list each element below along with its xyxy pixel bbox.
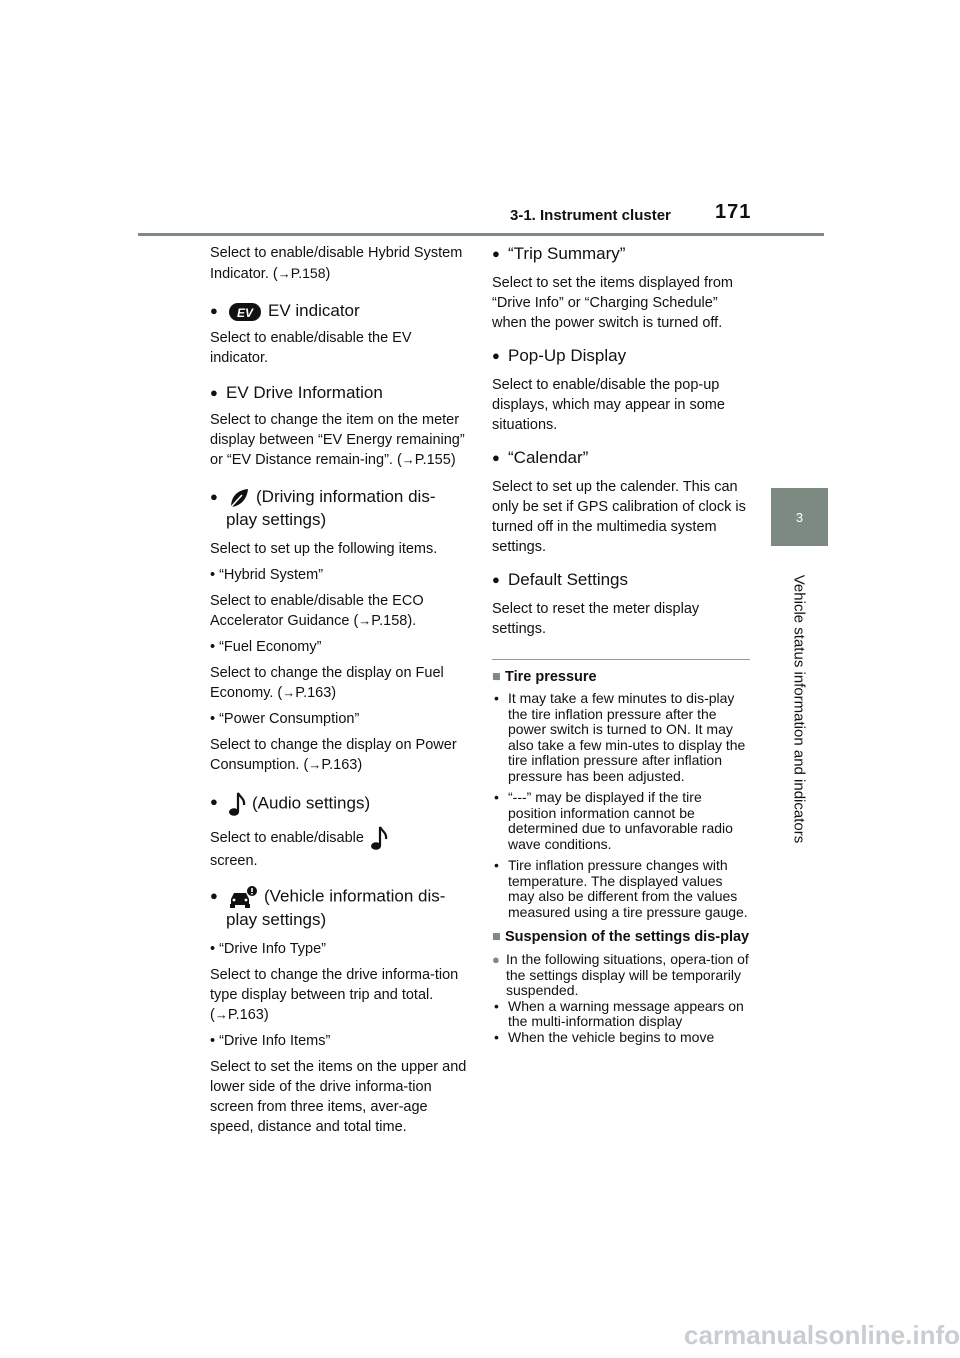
calendar-desc: Select to set up the calender. This can only be set if GPS calibration of clock is turned off in the multimedia system settings. [492, 479, 746, 555]
leaf-icon [228, 487, 250, 509]
tire-note-3-text: Tire inflation pressure changes with temperature. The displayed values may also be different from the values measured using a tire pressure gauge. [508, 857, 748, 920]
driving-item-1-desc: Select to enable/disable the ECO Accelerator Guidance (→P.158). [210, 592, 424, 629]
watermark-text: carmanualsonline.info [684, 1320, 960, 1350]
bullet-icon: • [494, 690, 499, 706]
vehicle-item-1: • “Drive Info Type” [210, 940, 327, 957]
audio-title: (Audio settings) [252, 793, 371, 812]
intro-paragraph: Select to enable/disable Hybrid System Indicator. (→P.158) [210, 245, 463, 282]
popup-title: Pop-Up Display [508, 346, 627, 365]
chapter-label [788, 556, 810, 861]
ev-drive-heading [210, 382, 470, 404]
driving-title-1: (Driving information dis- [256, 487, 436, 506]
bullet-icon: ● [492, 572, 500, 587]
default-settings-desc: Select to reset the meter display settings. [492, 601, 700, 637]
chapter-number: 3 [795, 509, 804, 525]
chapter-tab [771, 488, 828, 546]
chapter-label-text: Vehicle status information and indicators [790, 574, 808, 843]
suspension-note-text: In the following situations, opera-tion of the settings display will be temporarily suspended. [506, 951, 749, 998]
driving-item-2: • “Fuel Economy” [210, 638, 322, 655]
page-ref: P.163 [321, 756, 358, 773]
ev-indicator-desc: Select to enable/disable the EV indicator. [210, 330, 412, 366]
tire-pressure-title: Tire pressure [505, 669, 597, 685]
tire-note-1-text: It may take a few minutes to dis-play the tire inflation pressure after the power switch is turned to ON. It may also take a few min-utes to display the tire inflation pressure after inflation pressure has been adjusted. [508, 690, 746, 784]
square-bullet-icon: ■ [492, 669, 501, 685]
tire-note-1 [492, 691, 750, 784]
music-note-icon [228, 791, 246, 817]
bullet-icon: ● [210, 887, 218, 903]
calendar-title: “Calendar” [508, 448, 589, 467]
default-settings-title: Default Settings [508, 570, 629, 589]
vehicle-title-2: play settings) [226, 909, 327, 929]
ev-badge-icon [228, 302, 262, 322]
page-ref: P.158 [290, 265, 326, 281]
audio-desc-text-2: screen. [210, 852, 258, 869]
section-title: 3-1. Instrument cluster [510, 207, 671, 224]
arrow-icon: → [308, 756, 322, 772]
page-ref: P.158 [371, 612, 408, 629]
arrow-icon: → [214, 1006, 228, 1022]
notes-divider [492, 659, 750, 660]
driving-title-2: play settings) [226, 509, 327, 529]
suspension-case-2-text: When the vehicle begins to move [508, 1028, 715, 1045]
popup-desc: Select to enable/disable the pop-up displays, which may appear in some situations. [492, 377, 725, 433]
vehicle-item-1-desc: Select to change the drive informa-tion type display between trip and total. (→P.163) [210, 966, 459, 1023]
page-ref: P.155 [414, 452, 451, 468]
suspension-heading [492, 928, 750, 946]
driving-item-3-desc: Select to change the display on Power Consumption. (→P.163) [210, 736, 457, 773]
music-note-icon [370, 825, 388, 851]
bullet-icon: ● [492, 348, 500, 363]
suspension-case-1-text: When a warning message appears on the multi-information display [508, 997, 744, 1029]
trip-summary-title: “Trip Summary” [508, 244, 626, 263]
left-column [210, 243, 470, 1137]
page-number: 171 [715, 201, 752, 223]
bullet-icon: ● [210, 793, 218, 809]
calendar-heading [492, 447, 750, 469]
ev-drive-desc-text: Select to change the item on the meter display between “EV Energy remaining” or “EV Distance remain-ing”. [210, 412, 465, 468]
ev-indicator-title: EV indicator [268, 301, 360, 320]
vehicle-item-2: • “Drive Info Items” [210, 1032, 331, 1049]
driving-item-2-text: Select to change the display on Fuel Economy. [210, 664, 444, 701]
intro-text: Select to enable/disable Hybrid System Indicator. [210, 245, 463, 282]
tire-pressure-heading [492, 668, 750, 686]
driving-item-2-desc: Select to change the display on Fuel Economy. (→P.163) [210, 664, 444, 701]
driving-item-3-text: Select to change the display on Power Consumption. [210, 736, 457, 773]
driving-item-1-text: Select to enable/disable the ECO Accelerator Guidance [210, 592, 424, 629]
vehicle-item-1-text: Select to change the drive informa-tion type display between trip and total. [210, 966, 459, 1003]
vehicle-item-2-desc: Select to set the items on the upper and lower side of the drive informa-tion screen from three items, aver-age speed, distance and total time. [210, 1058, 467, 1135]
arrow-icon: → [401, 452, 415, 467]
suspension-note [492, 952, 750, 999]
circle-bullet-icon: ● [492, 952, 500, 967]
tire-note-2 [492, 790, 750, 852]
vehicle-title-1: (Vehicle information dis- [264, 886, 446, 905]
tire-note-3 [492, 858, 750, 920]
ev-drive-desc: Select to change the item on the meter display between “EV Energy remaining” or “EV Distance remain-ing”. (→P.155) [210, 412, 465, 468]
trip-summary-heading [492, 243, 750, 265]
vehicle-info-heading [210, 885, 470, 931]
page-ref: P.163 [227, 1006, 264, 1023]
page-ref: P.163 [295, 684, 332, 701]
popup-heading [492, 345, 750, 367]
driving-info-heading [210, 486, 470, 531]
svg-text:EV: EV [236, 305, 254, 320]
driving-desc: Select to set up the following items. [210, 540, 438, 557]
suspension-title: Suspension of the settings dis-play [505, 929, 750, 945]
bullet-icon: ● [210, 489, 218, 504]
audio-desc-text: Select to enable/disable [210, 829, 364, 846]
bullet-icon: • [494, 997, 499, 1014]
bullet-icon: ● [210, 385, 218, 400]
arrow-icon: → [358, 612, 372, 628]
driving-item-1: • “Hybrid System” [210, 566, 324, 583]
bullet-icon: • [494, 789, 499, 805]
driving-item-3: • “Power Consumption” [210, 710, 360, 727]
bullet-icon: ● [492, 450, 500, 465]
ev-drive-title: EV Drive Information [226, 383, 383, 402]
trip-summary-desc: Select to set the items displayed from “Drive Info” or “Charging Schedule” when the power switch is turned off. [492, 275, 733, 331]
audio-heading [210, 791, 470, 817]
bullet-icon: ● [492, 246, 500, 261]
right-column [492, 243, 750, 1045]
suspension-case-1 [492, 999, 750, 1030]
ev-indicator-heading [210, 300, 470, 322]
tire-note-2-text: “---” may be displayed if the tire position information cannot be determined due to unfavorable radio wave conditions. [508, 789, 733, 852]
default-settings-heading [492, 569, 750, 591]
audio-desc [210, 825, 470, 871]
suspension-case-2 [492, 1030, 750, 1046]
arrow-icon: → [282, 684, 296, 700]
arrow-icon: → [277, 266, 291, 281]
bullet-icon: • [494, 857, 499, 873]
car-info-icon [228, 885, 258, 909]
square-bullet-icon: ■ [492, 929, 501, 945]
header-rule [138, 233, 824, 236]
bullet-icon: ● [210, 303, 218, 318]
bullet-icon: • [494, 1028, 499, 1045]
